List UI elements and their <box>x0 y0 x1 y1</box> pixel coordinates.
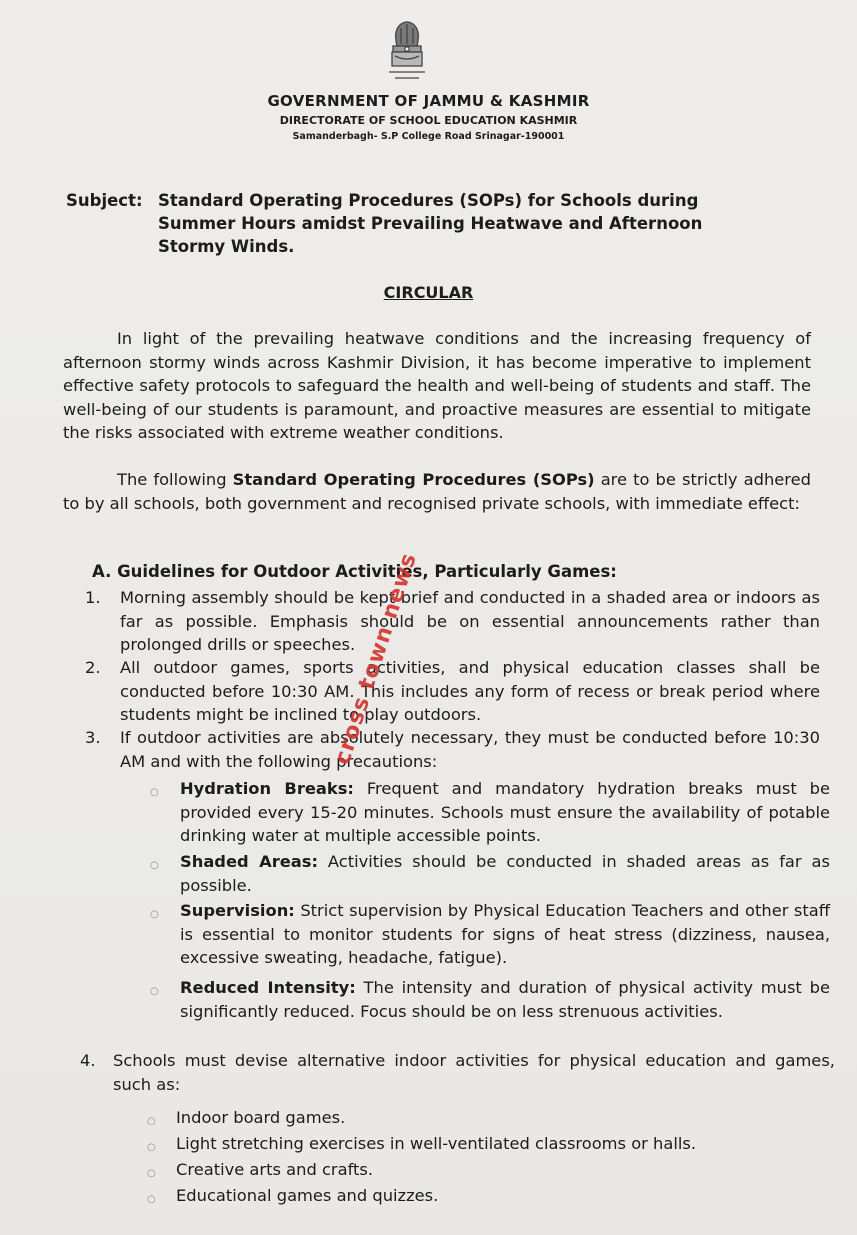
list-number: 2. <box>85 658 101 677</box>
office-address: Samanderbagh- S.P College Road Srinagar-190001 <box>292 131 565 142</box>
list-number: 3. <box>85 728 101 747</box>
sop-paragraph-end: are to be strictly adhered to by all schools, both government and recognised private schools, with immediate effect: <box>63 470 811 513</box>
sop-paragraph <box>63 468 811 515</box>
precaution-title: Supervision: <box>180 901 295 920</box>
circle-bullet-icon: ○ <box>147 1116 156 1127</box>
circle-bullet-icon: ○ <box>150 787 159 798</box>
government-title: GOVERNMENT OF JAMMU & KASHMIR <box>267 92 590 110</box>
section-a-heading: A. Guidelines for Outdoor Activities, Particularly Games: <box>92 562 617 581</box>
precaution-text: Activities should be conducted in shaded areas as far as possible. <box>180 852 831 895</box>
sop-paragraph-start: The following <box>117 470 233 489</box>
list-text: Schools must devise alternative indoor activities for physical education and games, such as: <box>113 1051 835 1094</box>
circle-bullet-icon: ○ <box>150 909 159 920</box>
precaution-title: Hydration Breaks: <box>180 779 354 798</box>
precaution-title: Reduced Intensity: <box>180 978 356 997</box>
sop-paragraph-bold: Standard Operating Procedures (SOPs) <box>232 470 595 489</box>
list-text: If outdoor activities are absolutely necessary, they must be conducted before 10:30 AM and with the following precautions: <box>120 728 820 771</box>
circular-title: CIRCULAR <box>383 283 474 302</box>
national-emblem-icon <box>383 16 431 88</box>
circle-bullet-icon: ○ <box>150 986 159 997</box>
watermark-text: cross town news <box>330 549 423 768</box>
intro-paragraph: In light of the prevailing heatwave conditions and the increasing frequency of afternoon stormy winds across Kashmir Division, it has become imperative to implement effective safety protocols to safeguard the health and well-being of students and staff. The well-being of our students is paramount, and proactive measures are essential to mitigate the risks associated with extreme weather conditions. <box>63 329 811 442</box>
precaution-text: Strict supervision by Physical Education Teachers and other staff is essential to monitor students for signs of heat stress (dizziness, nausea, excessive sweating, headache, fatigue). <box>180 901 830 967</box>
indoor-activity-text: Light stretching exercises in well-ventilated classrooms or halls. <box>176 1134 697 1153</box>
precaution-text: The intensity and duration of physical activity must be significantly reduced. Focus should be on less strenuous activities. <box>180 978 830 1021</box>
list-text: All outdoor games, sports activities, and physical education classes shall be conducted before 10:30 AM. This includes any form of recess or break period where students might be inclined to play outdoors. <box>120 658 820 724</box>
indoor-activity-text: Indoor board games. <box>176 1108 346 1127</box>
circle-bullet-icon: ○ <box>150 860 159 871</box>
list-number: 1. <box>85 588 101 607</box>
indoor-activity-text: Educational games and quizzes. <box>176 1186 439 1205</box>
precaution-text: Frequent and mandatory hydration breaks must be provided every 15-20 minutes. Schools must ensure the availability of potable drinking water at multiple accessible points. <box>180 779 830 845</box>
list-text: Morning assembly should be kept brief and conducted in a shaded area or indoors as far as possible. Emphasis should be on essential announcements rather than prolonged drills or speeches. <box>120 588 820 654</box>
circle-bullet-icon: ○ <box>147 1142 156 1153</box>
precaution-title: Shaded Areas: <box>180 852 318 871</box>
subject-label: Subject: <box>66 191 143 210</box>
directorate-title: DIRECTORATE OF SCHOOL EDUCATION KASHMIR <box>279 114 578 127</box>
circle-bullet-icon: ○ <box>147 1194 156 1205</box>
circle-bullet-icon: ○ <box>147 1168 156 1179</box>
list-number: 4. <box>80 1051 96 1070</box>
subject-text: Standard Operating Procedures (SOPs) for Schools during Summer Hours amidst Prevailing Heatwave and Afternoon Stormy Winds. <box>158 191 703 256</box>
indoor-activity-text: Creative arts and crafts. <box>176 1160 374 1179</box>
